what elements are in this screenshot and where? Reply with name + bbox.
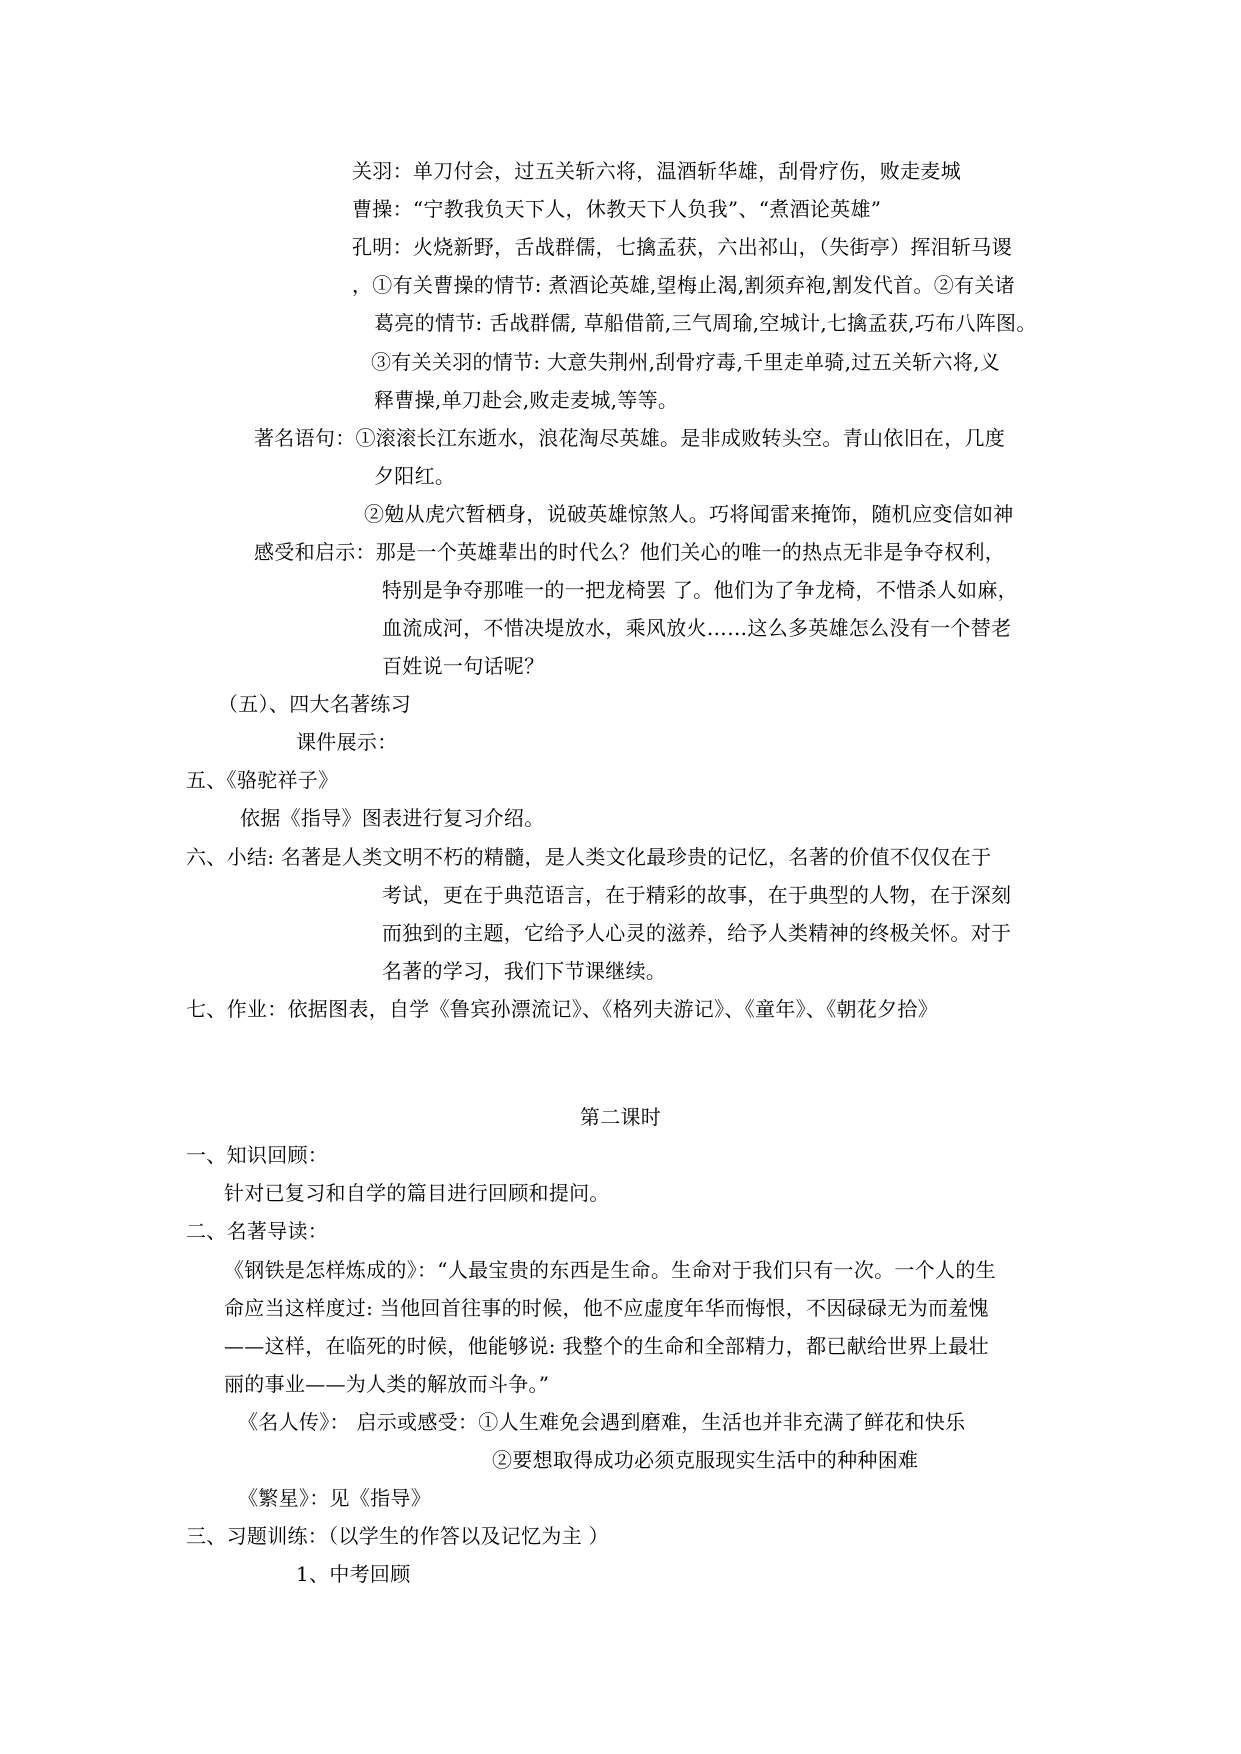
text-line-kongming: 孔明：火烧新野，舌战群儒，七擒孟获，六出祁山，（失街亭）挥泪斩马谡 [352,235,1012,259]
text-line-famous-1: 《名人传》： 启示或感受：①人生难免会遇到磨难，生活也并非充满了鲜花和快乐 [238,1410,966,1434]
part-heading-2: 二、名著导读： [186,1219,329,1243]
text-line-caocao: 曹操：“宁教我负天下人，休教天下人负我”、“煮酒论英雄” [352,197,882,221]
part-heading-1: 一、知识回顾： [186,1143,329,1167]
text-line-sec6-c: 而独到的主题，它给予人心灵的滋养，给予人类精神的终极关怀。对于 [382,921,1012,945]
section-heading-5: 五、《骆驼祥子》 [186,768,339,792]
text-line-quote-1a: 著名语句：①滚滚长江东逝水，浪花淘尽英雄。是非成败转头空。青山依旧在，几度 [254,426,1006,450]
text-line-feel-4: 百姓说一句话呢？ [382,654,545,678]
text-line-part1-body: 针对已复习和自学的篇目进行回顾和提问。 [224,1181,610,1205]
part-heading-3: 三、习题训练：（以学生的作答以及记忆为主 ） [186,1524,609,1548]
text-line-courseware: 课件展示： [296,730,398,754]
text-line-stars: 《繁星》：见《指导》 [238,1486,431,1510]
text-line-famous-2: ②要想取得成功必须克服现实生活中的种种困难 [492,1448,919,1472]
section-heading-7: 七、作业：依据图表，自学《鲁宾孙漂流记》、《格列夫游记》、《童年》、《朝花夕拾》 [186,997,938,1021]
text-line-steel-4: 丽的事业——为人类的解放而斗争。” [224,1372,550,1396]
text-line-plot-3: ③有关关羽的情节: 大意失荆州,刮骨疗毒,千里走单骑,过五关斩六将,义 [371,350,1001,374]
text-line-part3-item: 1、中考回顾 [296,1562,411,1586]
text-line-steel-2: 命应当这样度过: 当他回首往事的时候，他不应虚度年华而悔恨，不因碌碌无为而羞愧 [224,1296,989,1320]
section-heading-6: 六、小结: 名著是人类文明不朽的精髓，是人类文化最珍贵的记忆，名著的价值不仅仅在于 [186,845,992,869]
text-line-feel-2: 特别是争夺那唯一的一把龙椅罢 了。他们为了争龙椅，不惜杀人如麻， [382,578,1018,602]
text-line-plot-4: 释曹操,单刀赴会,败走麦城,等等。 [374,388,679,412]
text-line-steel-1: 《钢铁是怎样炼成的》：“人最宝贵的东西是生命。生命对于我们只有一次。一个人的生 [224,1258,996,1282]
text-line-sec5-body: 依据《指导》图表进行复习介绍。 [240,806,545,830]
text-line-feel-3: 血流成河，不惜决堤放水，乘风放火……这么多英雄怎么没有一个替老 [382,616,1012,640]
text-line-guanyu: 关羽：单刀付会，过五关斩六将，温酒斩华雄，刮骨疗伤，败走麦城 [352,159,961,183]
lesson-title: 第二课时 [579,1105,662,1129]
text-line-quote-2: ②勉从虎穴暂栖身，说破英雄惊煞人。巧将闻雷来掩饰，随机应变信如神 [364,502,1014,526]
text-line-sec6-d: 名著的学习，我们下节课继续。 [382,959,667,983]
section-heading-5-sub: （五）、四大名著练习 [218,692,411,716]
text-line-quote-1b: 夕阳红。 [374,464,456,488]
text-line-sec6-b: 考试，更在于典范语言，在于精彩的故事，在于典型的人物，在于深刻 [382,883,1012,907]
text-line-plot-1: ，①有关曹操的情节: 煮酒论英雄,望梅止渴,割须弃袍,割发代首。②有关诸 [352,273,1015,297]
text-line-feel-1: 感受和启示：那是一个英雄辈出的时代么？他们关心的唯一的热点无非是争夺权利， [254,540,1006,564]
text-line-steel-3: ——这样，在临死的时候，他能够说: 我整个的生命和全部精力，都已献给世界上最壮 [224,1334,989,1358]
text-line-plot-2: 葛亮的情节: 舌战群儒, 草船借箭,三气周瑜,空城计,七擒孟获,巧布八阵图。 [374,311,1037,335]
